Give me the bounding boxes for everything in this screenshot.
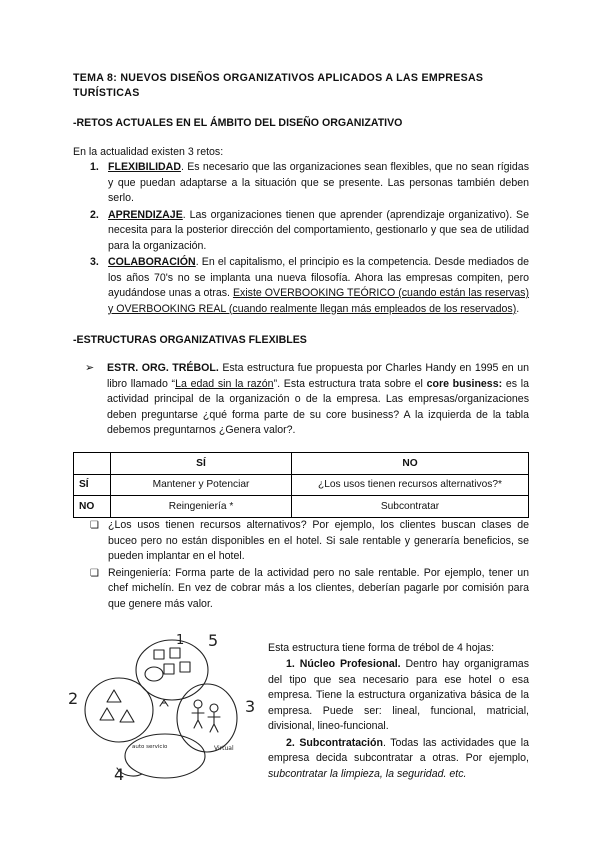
section-heading-estructuras: -ESTRUCTURAS ORGANIZATIVAS FLEXIBLES [73, 334, 307, 346]
clover-text: . Todas las actividades que la empresa decida subcontratar a otras. Por ejemplo, [268, 736, 529, 764]
clover-leaf [177, 684, 237, 752]
clover-item-subcontratacion [268, 736, 529, 783]
leaf-number: 3 [245, 697, 256, 716]
reto-number: 2. [90, 208, 99, 221]
reto-label: APRENDIZAJE [108, 208, 183, 221]
reto-end: . [516, 302, 520, 315]
trebol-text-3: es la actividad principal de la organización o de la empresa. Las empresas/organizaciones deben preguntarse ¿qué forma parte de su core business? A la izquierda de la tabla debemos preguntarnos ¿Genera valor?. [107, 377, 529, 436]
square-shape [154, 650, 164, 659]
table-cell: ¿Los usos tienen recursos alternativos?* [292, 474, 529, 496]
retos-list [90, 160, 529, 317]
overbooking-text: Existe OVERBOOKING TEÓRICO (cuando están las reservas) y OVERBOOKING REAL (cuando realmente llegan más empleados de los reservados) [108, 287, 530, 315]
leaf-label: auto servicio [132, 744, 168, 750]
reto-item-flexibilidad [90, 160, 529, 207]
square-shape [170, 648, 180, 658]
person-icon [194, 700, 202, 708]
checkbox-bullet-icon: ❏ [90, 567, 99, 579]
clover-intro: Esta estructura tiene forma de trébol de 4 hojas: [268, 642, 495, 654]
clover-text: Dentro hay organigramas del tipo que sea necesario para ese hotel o esa empresa. Tiene la estructura organizativa básica de la empresa. Puede ser: lineal, funcional, matricial, divisional, lineo-funcional. [268, 658, 529, 732]
square-shape [164, 664, 174, 674]
table-cell: Mantener y Potenciar [111, 474, 292, 496]
note-text: Reingeniería: Forma parte de la actividad pero no sale rentable. Por ejemplo, tener un chef michelín. En vez de cobrar más a los clientes, deberían pagarle por comisión para que genere más valor. [108, 566, 529, 610]
reto-text: . En el capitalismo, el principio es la competencia. Desde mediados de los años 70's no se implanta una nueva filosofía. Ahora las empresas compiten, pero ayudándose unas a otras. [108, 256, 529, 299]
reto-label: COLABORACIÓN [108, 256, 196, 268]
triangle-shape [120, 710, 134, 722]
reto-label: FLEXIBILIDAD [108, 161, 181, 173]
core-business-table [73, 452, 529, 518]
note-item [90, 518, 529, 565]
table-row [74, 474, 529, 496]
table-cell [74, 453, 111, 475]
notes-list [90, 518, 529, 612]
note-item [90, 566, 529, 613]
book-title: La edad sin la razón [175, 377, 274, 390]
reto-number: 1. [90, 161, 99, 173]
clover-leaf [125, 734, 205, 778]
clover-leaf [85, 678, 153, 742]
small-circle [145, 667, 163, 681]
table-header-row [74, 453, 529, 475]
person-icon [210, 704, 218, 712]
clover-label: Subcontratación [299, 736, 383, 749]
leaf-number: 5 [208, 631, 219, 650]
leaf-number: 4 [114, 765, 125, 784]
clover-number: 1. [286, 658, 295, 670]
reto-text: . Es necesario que las organizaciones sean flexibles, que no sean rígidas y que puedan adaptarse a la situación que se presente. Las personas también deben serlo. [108, 161, 529, 204]
reto-number: 3. [90, 256, 99, 268]
note-text: ¿Los usos tienen recursos alternativos? Por ejemplo, los clientes buscan clases de buceo pero no están disponibles en el hotel. Si sale rentable y generaría beneficios, se pueden implantar en el hotel. [108, 519, 529, 562]
clover-example: subcontratar la limpieza, la seguridad. etc. [268, 767, 467, 780]
triangle-shape [100, 708, 114, 720]
retos-intro: En la actualidad existen 3 retos: [73, 146, 224, 158]
table-row [74, 496, 529, 518]
reto-item-aprendizaje [90, 208, 529, 255]
leaf-number: 1 [176, 633, 185, 648]
triangle-shape [107, 690, 121, 702]
trebol-text-2: ”. Esta estructura trata sobre el [273, 377, 427, 390]
reto-text: . Las organizaciones tienen que aprender (aprendizaje organizativo). Se necesita para la posterior dirección del comportamiento, gestionarlo y que sea de utilidad para la organización. [108, 208, 529, 252]
trebol-label: ESTR. ORG. TRÉBOL. [107, 362, 219, 374]
arrow-bullet-icon: ➢ [85, 362, 95, 374]
document-title: TEMA 8: NUEVOS DISEÑOS ORGANIZATIVOS APLICADOS A LAS EMPRESAS TURÍSTICAS [73, 72, 484, 99]
section-heading-retos: -RETOS ACTUALES EN EL ÁMBITO DEL DISEÑO ORGANIZATIVO [73, 117, 403, 129]
trebol-text-1: Esta estructura fue propuesta por Charles Handy en 1995 en un libro llamado “ [107, 362, 529, 390]
leaf-number: 2 [68, 689, 79, 708]
leaf-label: Virtual [214, 745, 234, 752]
clover-item-nucleo [268, 657, 529, 735]
clover-list [268, 657, 529, 782]
core-business-term: core business: [426, 377, 503, 390]
checkbox-bullet-icon: ❏ [90, 520, 99, 531]
table-header-no: NO [292, 453, 529, 475]
clover-drawing [62, 628, 267, 788]
trebol-bullet [85, 361, 529, 439]
row-header-no: NO [74, 496, 111, 518]
table-header-si: SÍ [111, 453, 292, 475]
reto-item-colaboracion [90, 255, 529, 317]
table-cell: Reingeniería * [111, 496, 292, 518]
clover-number: 2. [286, 736, 295, 749]
table-cell: Subcontratar [292, 496, 529, 518]
clover-label: Núcleo Profesional. [299, 658, 401, 670]
row-header-si: SÍ [74, 474, 111, 496]
square-shape [180, 662, 190, 672]
